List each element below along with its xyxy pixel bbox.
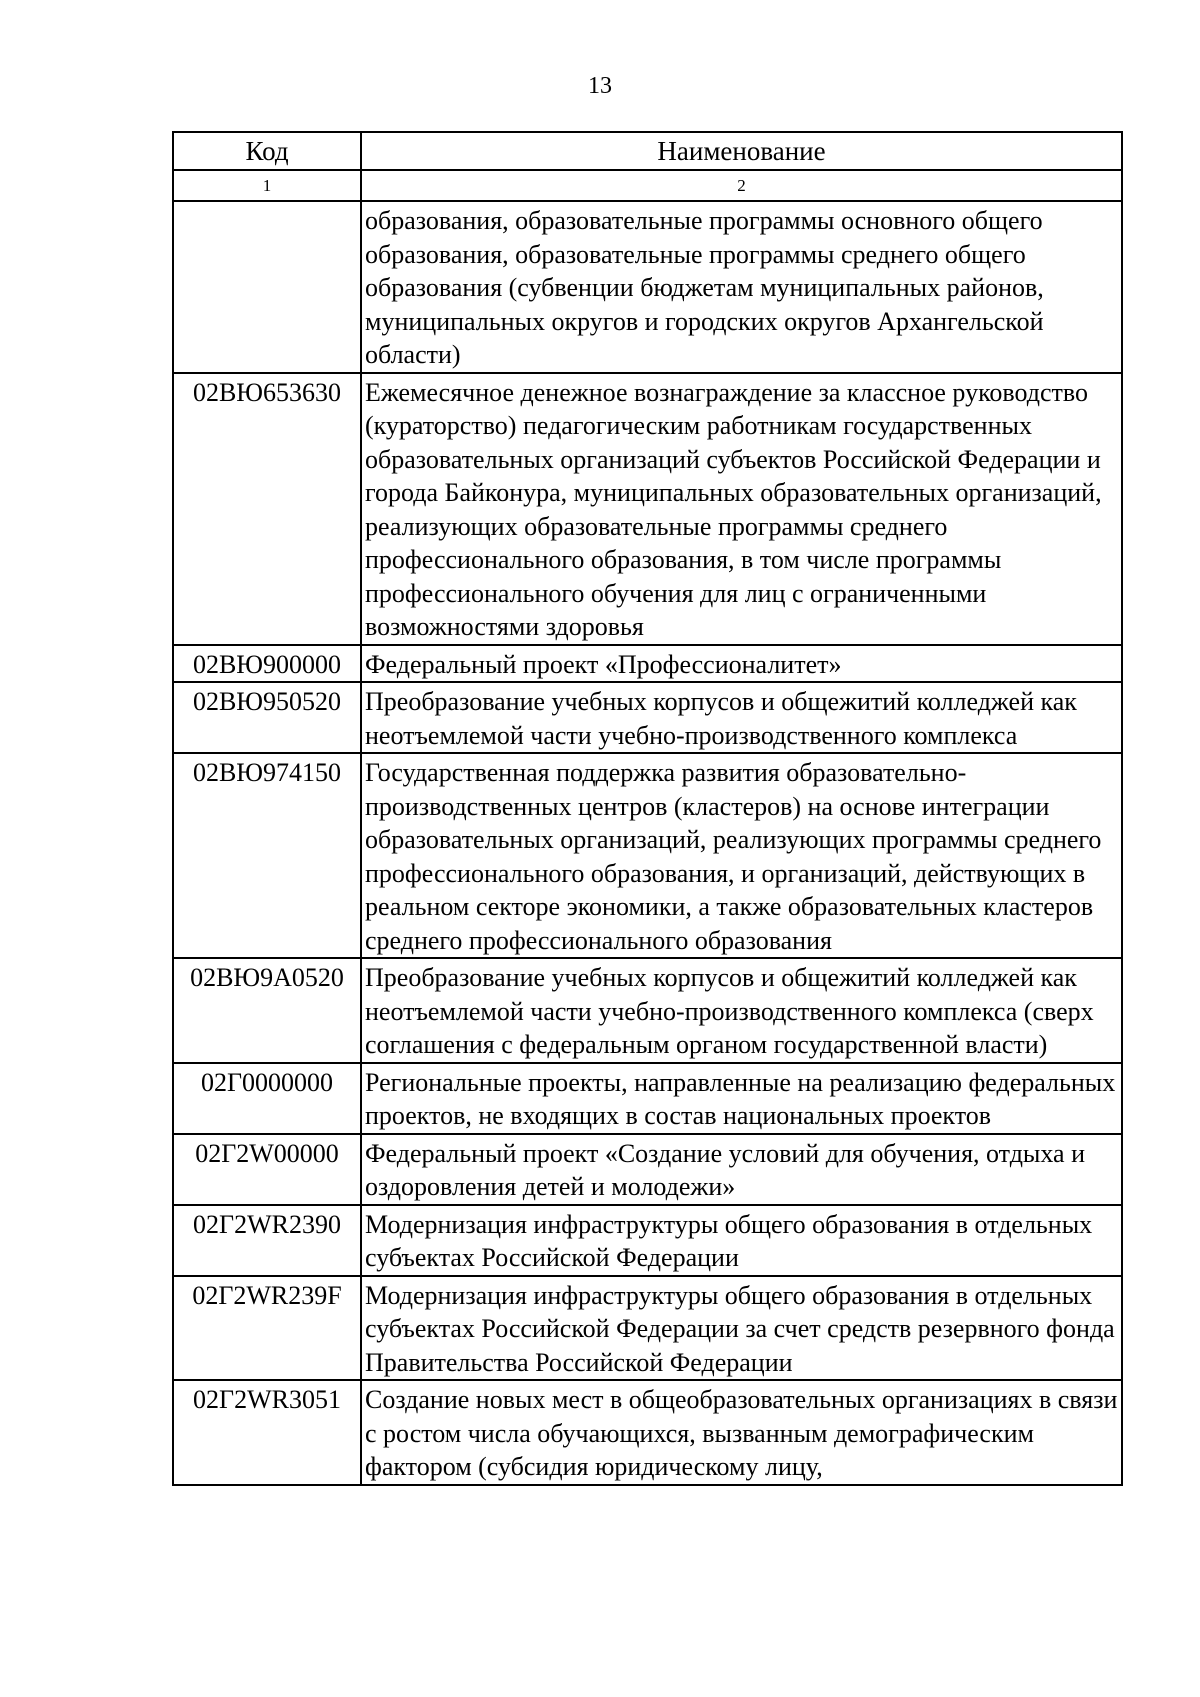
- row-code: 02ВЮ974150: [173, 753, 361, 958]
- row-name: Ежемесячное денежное вознаграждение за классное руководство (кураторство) педагогическим работникам государственных образовательных организаций субъектов Российской Федерации и города Байконура, муниципальных образовательных организаций, реализующих образовательные программы среднего профессионального образования, в том числе программы профессионального обучения для лиц с ограниченными возможностями здоровья: [361, 373, 1122, 645]
- column-number-code: 1: [173, 170, 361, 201]
- row-code: 02Г2W00000: [173, 1134, 361, 1205]
- row-code: 02Г2WR239F: [173, 1276, 361, 1381]
- row-code: 02ВЮ9А0520: [173, 958, 361, 1063]
- row-name: Федеральный проект «Создание условий для обучения, отдыха и оздоровления детей и молодежи»: [361, 1134, 1122, 1205]
- column-number-name: 2: [361, 170, 1122, 201]
- row-code: 02ВЮ653630: [173, 373, 361, 645]
- page-number: 13: [588, 73, 612, 99]
- row-name: Региональные проекты, направленные на реализацию федеральных проектов, не входящих в состав национальных проектов: [361, 1063, 1122, 1134]
- row-code: [173, 201, 361, 373]
- table-row: [173, 1276, 1122, 1381]
- row-name: Преобразование учебных корпусов и общежитий колледжей как неотъемлемой части учебно-производственного комплекса: [361, 682, 1122, 753]
- row-code: 02Г2WR3051: [173, 1380, 361, 1485]
- table-row: [173, 958, 1122, 1063]
- table-row: [173, 1134, 1122, 1205]
- row-name: Модернизация инфраструктуры общего образования в отдельных субъектах Российской Федерации за счет средств резервного фонда Правительства Российской Федерации: [361, 1276, 1122, 1381]
- table-row: [173, 1205, 1122, 1276]
- table-row: [173, 201, 1122, 373]
- row-code: 02Г2WR2390: [173, 1205, 361, 1276]
- row-name: Федеральный проект «Профессионалитет»: [361, 645, 1122, 683]
- table-row: [173, 682, 1122, 753]
- table-row: [173, 645, 1122, 683]
- table-row: [173, 1380, 1122, 1485]
- column-number-row: [173, 170, 1122, 201]
- row-code: 02ВЮ950520: [173, 682, 361, 753]
- row-name: Государственная поддержка развития образовательно-производственных центров (кластеров) на основе интеграции образовательных организаций, реализующих программы среднего профессионального образования, и организаций, действующих в реальном секторе экономики, а также образовательных кластеров среднего профессионального образования: [361, 753, 1122, 958]
- header-code: Код: [173, 132, 361, 170]
- table-row: [173, 373, 1122, 645]
- row-code: 02ВЮ900000: [173, 645, 361, 683]
- table-row: [173, 1063, 1122, 1134]
- budget-code-table: [172, 131, 1123, 1486]
- table-header-row: [173, 132, 1122, 170]
- row-name: Преобразование учебных корпусов и общежитий колледжей как неотъемлемой части учебно-производственного комплекса (сверх соглашения с федеральным органом государственной власти): [361, 958, 1122, 1063]
- table-row: [173, 753, 1122, 958]
- row-name: Модернизация инфраструктуры общего образования в отдельных субъектах Российской Федерации: [361, 1205, 1122, 1276]
- row-name: Создание новых мест в общеобразовательных организациях в связи с ростом числа обучающихся, вызванным демографическим фактором (субсидия юридическому лицу,: [361, 1380, 1122, 1485]
- row-code: 02Г0000000: [173, 1063, 361, 1134]
- row-name: образования, образовательные программы основного общего образования, образовательные программы среднего общего образования (субвенции бюджетам муниципальных районов, муниципальных округов и городских округов Архангельской области): [361, 201, 1122, 373]
- header-name: Наименование: [361, 132, 1122, 170]
